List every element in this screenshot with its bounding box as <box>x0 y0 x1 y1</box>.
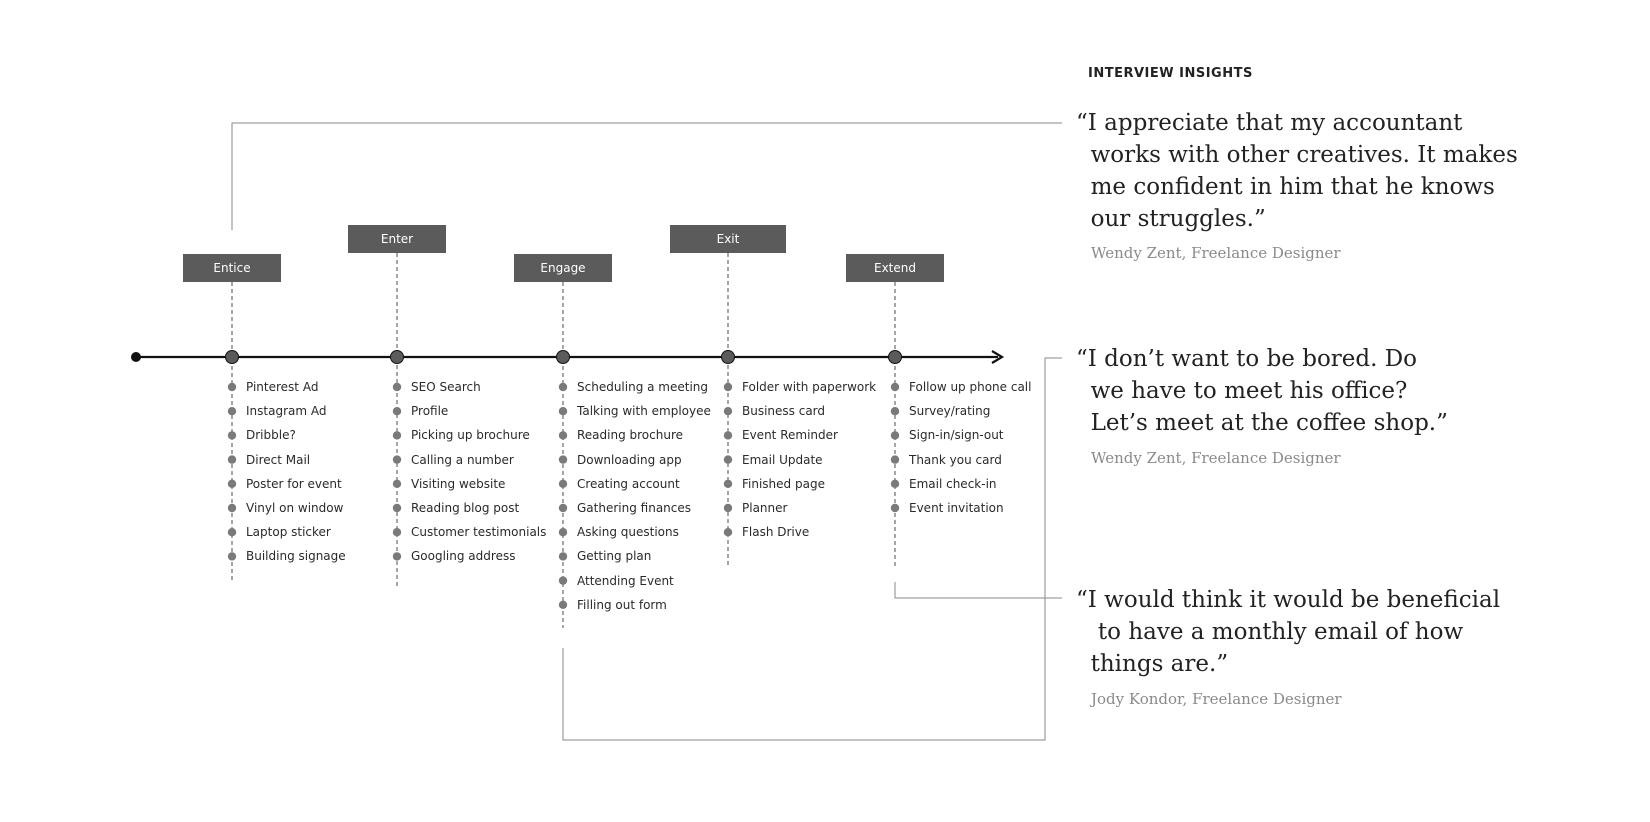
touchpoint-item: Email check-in <box>909 476 997 491</box>
item-dot <box>559 552 567 560</box>
item-dot <box>559 504 567 512</box>
item-dot <box>891 407 899 415</box>
touchpoint-item: Pinterest Ad <box>246 380 319 394</box>
quote-3: “I would think it would be beneficial to have a monthly email of how things are.” <box>1076 587 1501 677</box>
item-dot <box>393 504 401 512</box>
item-dot <box>559 383 567 391</box>
touchpoint-item: Asking questions <box>577 525 679 540</box>
touchpoint-item: Gathering finances <box>577 501 692 515</box>
quote-3-author: Jody Kondor, Freelance Designer <box>1091 690 1342 708</box>
touchpoint-item: Creating account <box>577 476 680 491</box>
item-dot <box>891 455 899 463</box>
item-dot <box>559 407 567 415</box>
item-dot <box>724 455 732 463</box>
item-dot <box>724 431 732 439</box>
stage-label-engage: Engage <box>514 254 612 282</box>
touchpoint-item: Folder with paperwork <box>742 380 877 394</box>
item-dot <box>393 480 401 488</box>
item-dot <box>228 480 236 488</box>
touchpoint-item: Downloading app <box>577 452 682 467</box>
touchpoint-item: Building signage <box>246 549 346 564</box>
item-dot <box>724 480 732 488</box>
touchpoint-item: Picking up brochure <box>411 428 530 443</box>
item-dot <box>724 383 732 391</box>
touchpoint-item: Reading blog post <box>411 501 520 515</box>
stage-node-engage <box>557 351 570 364</box>
item-dot <box>228 383 236 391</box>
touchpoint-item: Planner <box>742 501 788 515</box>
item-dot <box>228 528 236 536</box>
item-dot <box>559 455 567 463</box>
touchpoint-item: Dribble? <box>246 428 296 443</box>
item-dot <box>559 431 567 439</box>
item-dot <box>891 480 899 488</box>
item-dot <box>559 601 567 609</box>
item-dot <box>228 455 236 463</box>
connector-entice-quote <box>232 123 1062 230</box>
item-dot <box>891 504 899 512</box>
item-dot <box>724 504 732 512</box>
touchpoint-item: Business card <box>742 404 826 419</box>
item-dot <box>724 407 732 415</box>
stage-label-entice: Entice <box>183 254 281 282</box>
touchpoint-item: SEO Search <box>411 380 481 394</box>
touchpoint-item: Filling out form <box>577 597 667 612</box>
touchpoint-item: Talking with employee <box>577 404 711 419</box>
stage-label-exit: Exit <box>670 225 786 253</box>
touchpoint-item: Laptop sticker <box>246 525 331 540</box>
item-dot <box>559 480 567 488</box>
connector-extend-quote <box>895 582 1062 598</box>
touchpoint-item: Event Reminder <box>742 428 838 443</box>
stage-label-extend: Extend <box>846 254 944 282</box>
touchpoint-item: Calling a number <box>411 452 514 467</box>
quote-2-author: Wendy Zent, Freelance Designer <box>1091 449 1341 467</box>
item-dot <box>559 576 567 584</box>
touchpoint-item: Googling address <box>411 549 516 564</box>
item-dot <box>393 383 401 391</box>
touchpoint-item: Direct Mail <box>246 452 311 467</box>
stage-node-enter <box>391 351 404 364</box>
touchpoint-item: Vinyl on window <box>246 501 344 515</box>
touchpoint-item: Getting plan <box>577 549 652 564</box>
item-dot <box>393 455 401 463</box>
item-dot <box>228 552 236 560</box>
stage-label-enter: Enter <box>348 225 446 253</box>
touchpoint-item: Profile <box>411 404 449 419</box>
touchpoint-item: Poster for event <box>246 476 342 491</box>
touchpoint-item: Finished page <box>742 476 825 491</box>
touchpoint-item: Thank you card <box>909 452 1002 467</box>
touchpoint-item: Scheduling a meeting <box>577 380 709 394</box>
quote-1-author: Wendy Zent, Freelance Designer <box>1091 244 1341 262</box>
item-dot <box>228 407 236 415</box>
touchpoint-item: Instagram Ad <box>246 404 327 419</box>
item-dot <box>393 552 401 560</box>
item-dot <box>393 431 401 439</box>
touchpoint-item: Flash Drive <box>742 525 810 540</box>
item-dot <box>393 528 401 536</box>
touchpoint-item: Event invitation <box>909 501 1004 515</box>
touchpoint-item: Sign-in/sign-out <box>909 428 1004 443</box>
touchpoint-item: Follow up phone call <box>909 380 1032 394</box>
touchpoint-item: Visiting website <box>411 476 506 491</box>
insights-heading: INTERVIEW INSIGHTS <box>1088 66 1253 81</box>
stage-node-extend <box>889 351 902 364</box>
touchpoint-item: Attending Event <box>577 573 674 588</box>
touchpoint-item: Customer testimonials <box>411 525 547 540</box>
touchpoint-item: Survey/rating <box>909 404 991 419</box>
stage-node-entice <box>226 351 239 364</box>
stage-node-exit <box>722 351 735 364</box>
quote-1: “I appreciate that my accountant works with other creatives. It makes me confident in him that he knows our struggles.” <box>1076 110 1518 232</box>
item-dot <box>891 383 899 391</box>
item-dot <box>559 528 567 536</box>
item-dot <box>228 431 236 439</box>
touchpoint-item: Reading brochure <box>577 428 684 443</box>
timeline-start-dot <box>131 352 141 362</box>
item-dot <box>891 431 899 439</box>
touchpoint-item: Email Update <box>742 452 823 467</box>
item-dot <box>393 407 401 415</box>
item-dot <box>724 528 732 536</box>
item-dot <box>228 504 236 512</box>
quote-2: “I don’t want to be bored. Do we have to meet his office? Let’s meet at the coffee shop.” <box>1076 346 1448 436</box>
